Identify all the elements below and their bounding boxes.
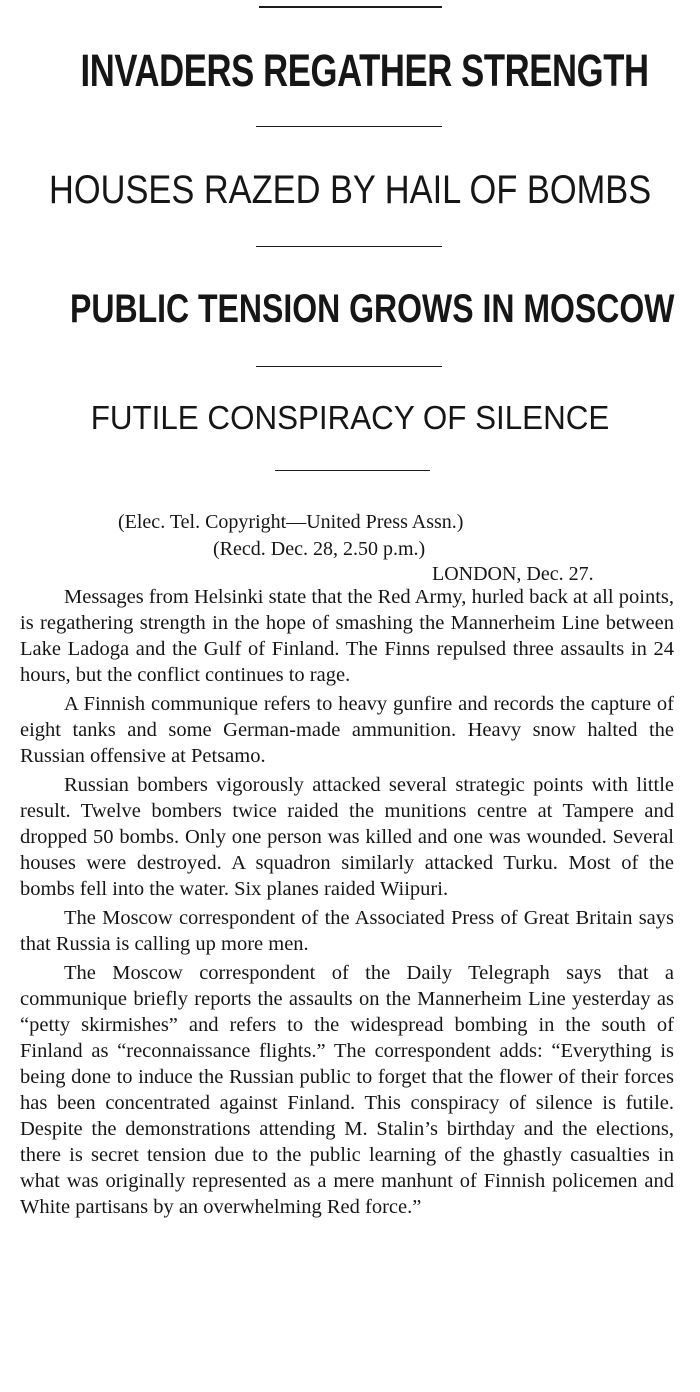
divider-rule-2 [256, 246, 442, 247]
headline-silence: FUTILE CONSPIRACY OF SILENCE [90, 399, 610, 436]
paragraph-5: The Moscow correspondent of the Daily Telegraph says that a communique briefly reports the assaults on the Mannerheim Line yesterday as “petty skirmishes” and refers to the widespread bombing in the south of Finland as “reconnaissance flights.” The correspondent adds: “Everything is being done to induce the Russian public to forget that the flower of their forces has been concentrated against Finland. This conspiracy of silence is futile. Despite the demonstrations attending M. Stalin’s birthday and the elections, there is secret tension due to the public learning of the ghastly casualties in what was originally represented as a mere manhunt of Finnish policemen and White partisans by an overwhelming Red force.” [20, 962, 674, 1218]
headline-tension: PUBLIC TENSION GROWS IN MOSCOW [70, 287, 675, 331]
divider-rule-4 [275, 470, 430, 471]
paragraph-1: Messages from Helsinki state that the Red Army, hurled back at all points, is regathering strength in the hope of smashing the Mannerheim Line between Lake Ladoga and the Gulf of Finland. The Finns repulsed three assaults in 24 hours, but the conflict continues to rage. [20, 586, 674, 686]
divider-rule-1 [256, 126, 442, 127]
headline-houses: HOUSES RAZED BY HAIL OF BOMBS [49, 168, 652, 212]
wire-credit: (Elec. Tel. Copyright—United Press Assn.) [118, 511, 464, 533]
divider-rule-3 [256, 366, 442, 367]
dateline: LONDON, Dec. 27. [432, 563, 594, 585]
article-body [20, 584, 674, 1223]
top-rule [259, 6, 442, 8]
headline-main: INVADERS REGATHER STRENGTH [80, 45, 649, 96]
paragraph-4: The Moscow correspondent of the Associated Press of Great Britain says that Russia is calling up more men. [20, 907, 674, 955]
received-time: (Recd. Dec. 28, 2.50 p.m.) [213, 538, 426, 560]
paragraph-2: A Finnish communique refers to heavy gunfire and records the capture of eight tanks and some German-made ammunition. Heavy snow halted the Russian offensive at Petsamo. [20, 693, 674, 767]
paragraph-3: Russian bombers vigorously attacked several strategic points with little result. Twelve bombers twice raided the munitions centre at Tampere and dropped 50 bombs. Only one person was killed and one was wounded. Several houses were destroyed. A squadron similarly attacked Turku. Most of the bombs fell into the water. Six planes raided Wiipuri. [20, 774, 674, 900]
